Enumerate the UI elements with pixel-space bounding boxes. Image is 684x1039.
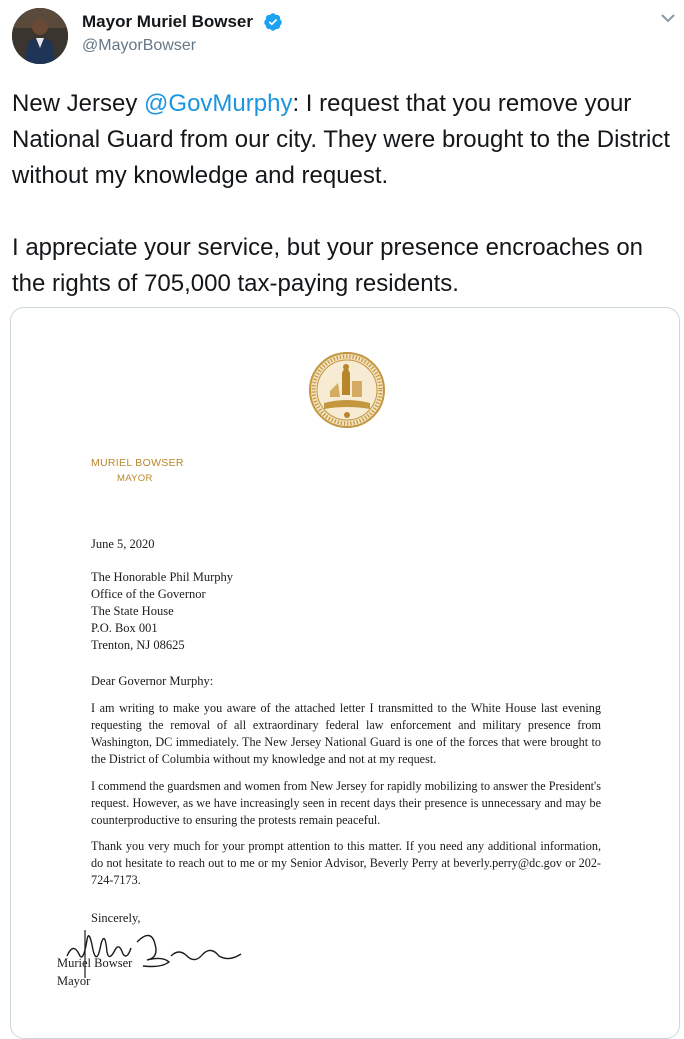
display-name[interactable]: Mayor Muriel Bowser [82,12,253,31]
tweet-paragraph-2: I appreciate your service, but your presence encroaches on the rights of 705,000 tax-paying residents. [12,234,644,297]
signer-title: Mayor [57,974,91,988]
letter-paragraph: I commend the guardsmen and women from New Jersey for rapidly mobilizing to answer the President's request. However, as we have increasingly seen in recent days their presence is unnecessary and may be counterproductive to ensuring the protests remain peaceful. [91,779,601,827]
letter [11,308,679,1038]
verified-badge-icon [263,12,283,32]
address-line: Office of the Governor [91,587,206,601]
address-line: The Honorable Phil Murphy [91,570,233,584]
letter-date: June 5, 2020 [91,537,155,551]
closing: Sincerely, [91,911,141,925]
address-line: The State House [91,604,174,618]
salutation: Dear Governor Murphy: [91,674,214,688]
user-handle[interactable]: @MayorBowser [82,37,197,54]
tweet-text-post: : I request that you remove your National Guard from our city. They were brought to the District without my knowledge and request. [12,90,671,189]
dc-seal-icon [308,351,386,429]
tweet-header [0,0,684,80]
mention-link[interactable]: @GovMurphy [144,90,293,117]
signature-icon [59,920,249,982]
chevron-down-icon[interactable] [660,12,676,24]
tweet-text-pre: New Jersey [12,90,145,117]
letterhead-name: MURIEL BOWSER [91,457,184,469]
address-line: Trenton, NJ 08625 [91,638,185,652]
letter-paragraph: Thank you very much for your prompt attention to this matter. If you need any additional information, do not hesitate to reach out to me or my Senior Advisor, Beverly Perry at beverly.perry@dc.gov or 202-724-7173. [91,839,601,887]
signer-name: Muriel Bowser [57,956,133,970]
address-line: P.O. Box 001 [91,621,158,635]
tweet-text [12,86,677,302]
attached-letter-image[interactable] [10,307,680,1039]
tweet-paragraph-1 [12,86,677,194]
letter-paragraph: I am writing to make you aware of the attached letter I transmitted to the White House last evening requesting the removal of all extraordinary federal law enforcement and military presence from Washington, DC immediately. The New Jersey National Guard is one of the forces that were brought to the District of Columbia without my knowledge and not at my request. [91,701,601,766]
avatar[interactable] [12,8,68,64]
letterhead-title: MAYOR [117,473,153,484]
